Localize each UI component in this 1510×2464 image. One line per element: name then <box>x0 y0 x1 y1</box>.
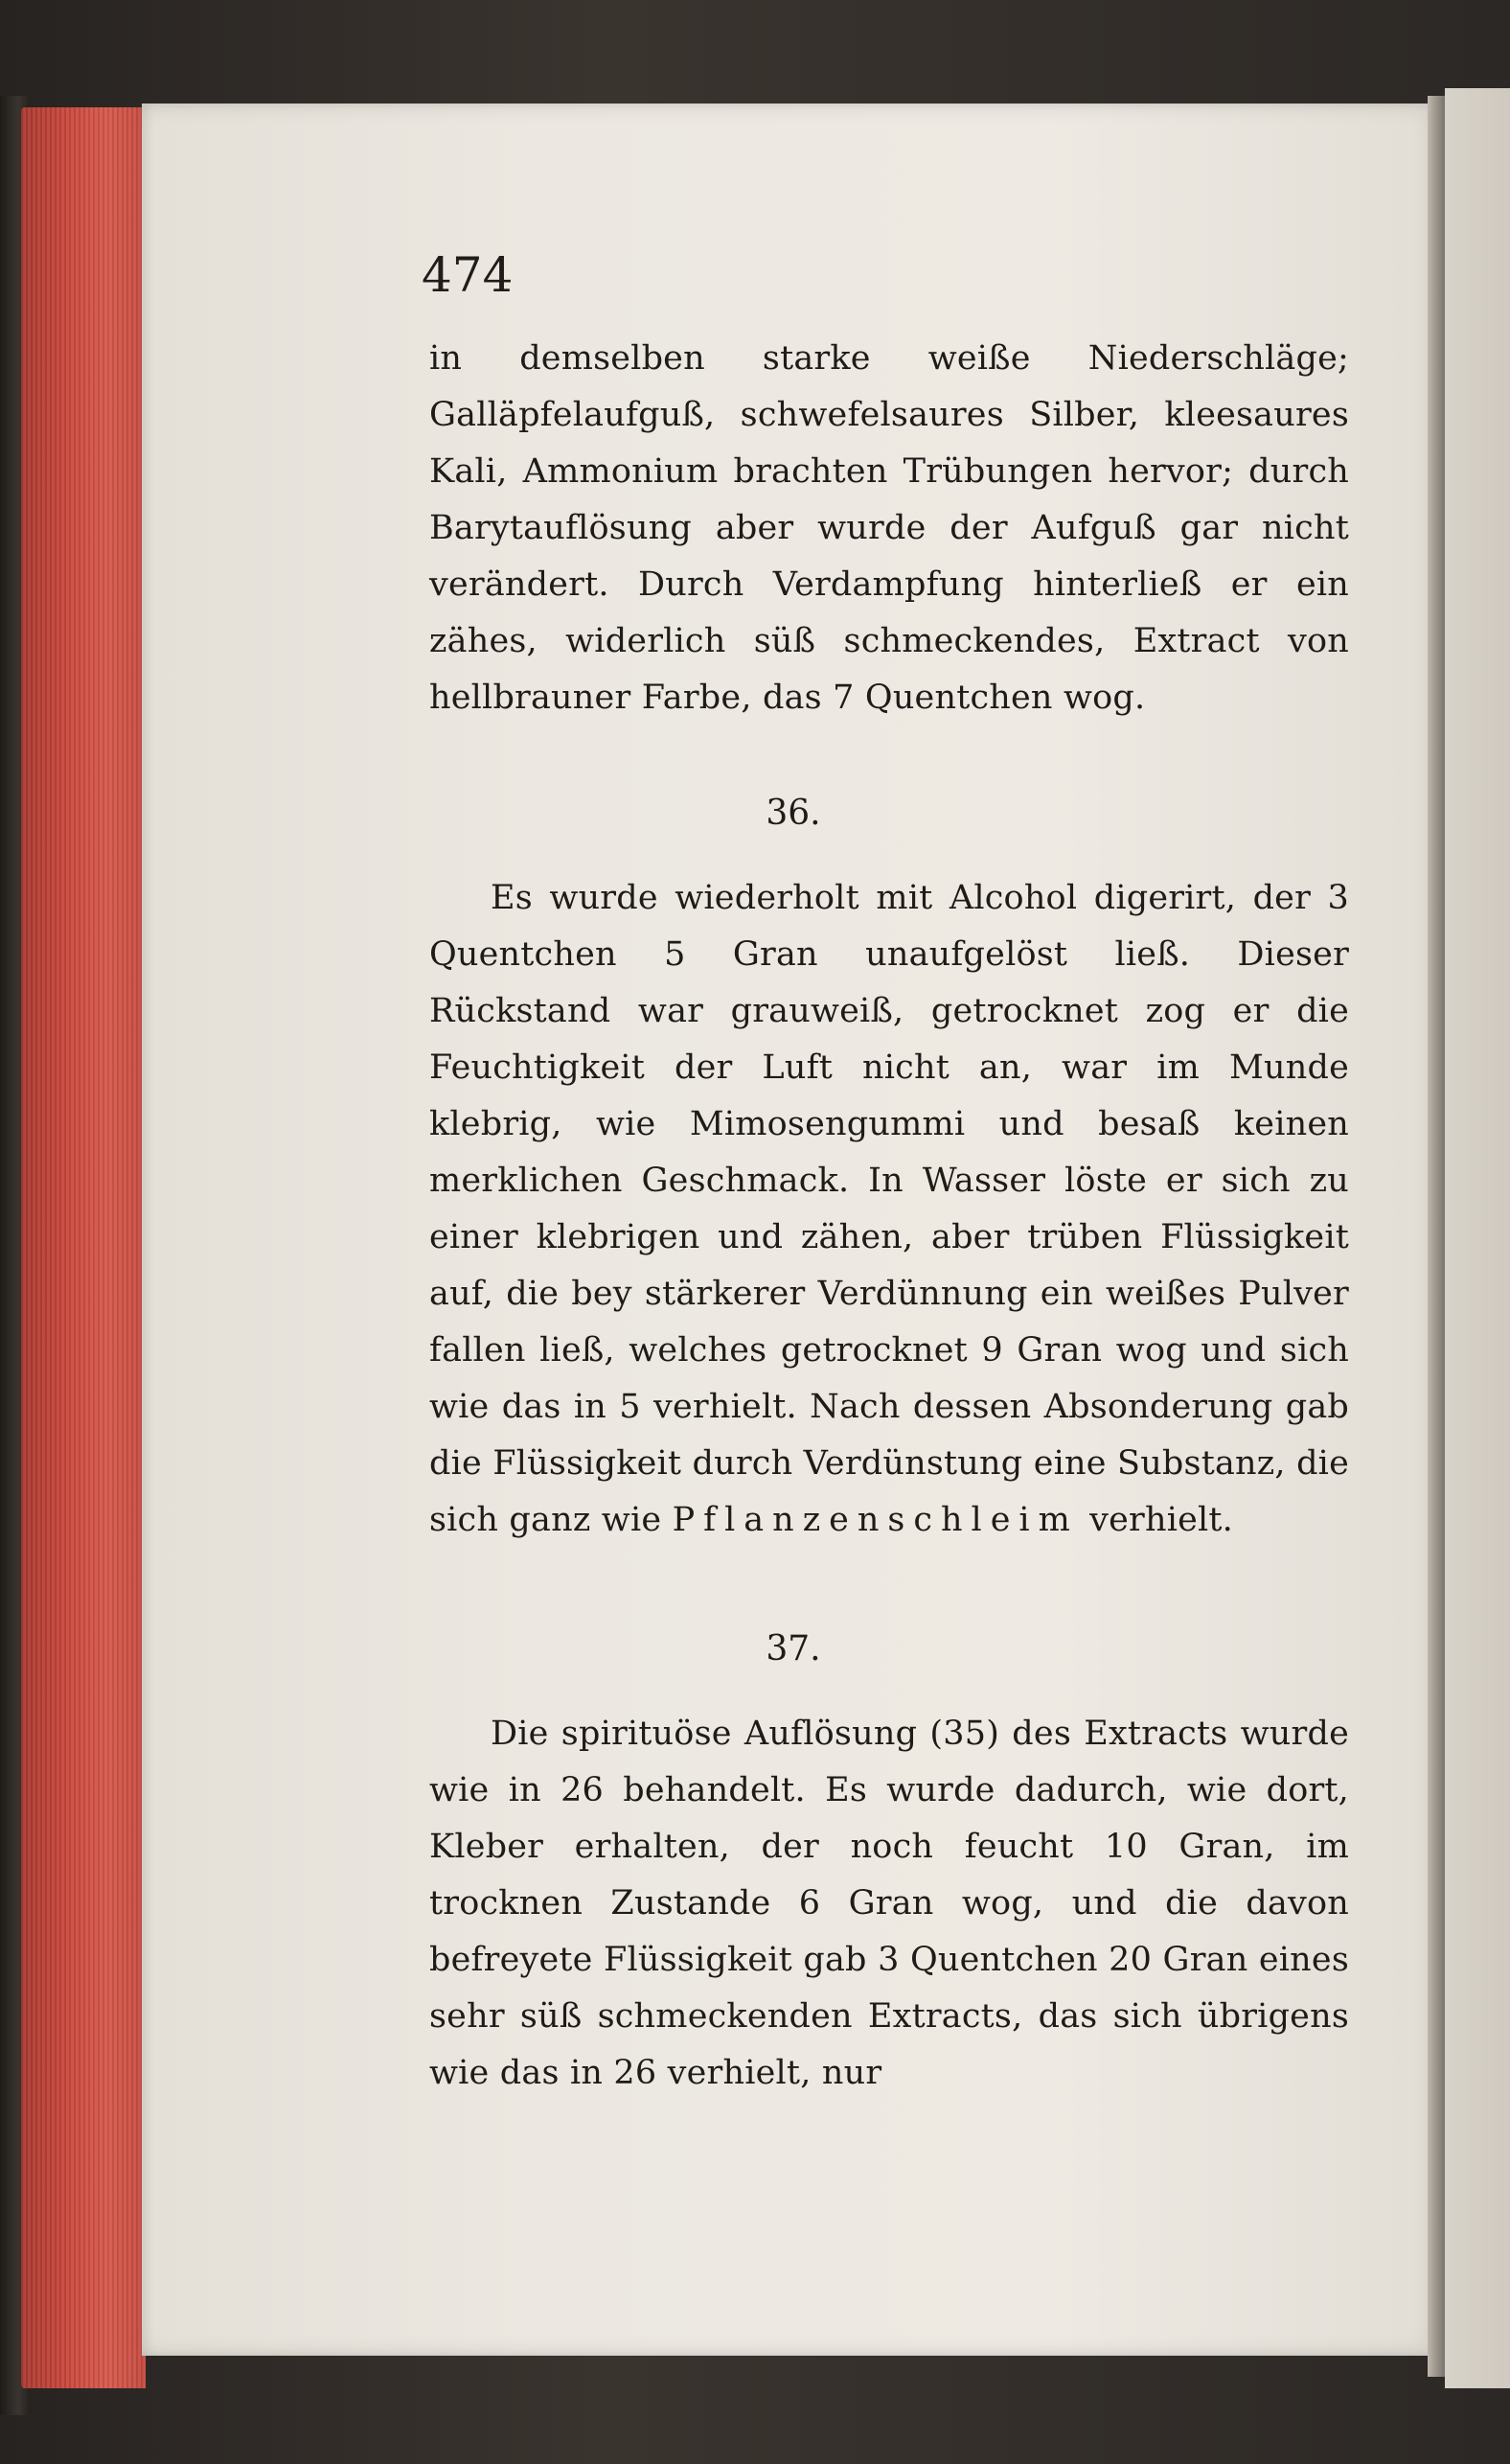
section-number-37: 37. <box>766 1629 821 1669</box>
section-36-paragraph <box>429 870 1349 1549</box>
paragraph-text-part: verhielt. <box>1089 1501 1233 1539</box>
paragraph-text-part: Es wurde wiederholt mit Alcohol digerirt, der 3 Quentchen 5 Gran unaufgelöst ließ. Dieser Rückstand war grauweiß, getrocknet zog er die Feuchtigkeit der Luft nicht an, war im Munde klebrig, wie Mimosengummi und besaß keinen merklichen Geschmack. In Wasser löste er sich zu einer klebrigen und zähen, aber trüben Flüssigkeit auf, die bey stärkerer Verdünnung ein weißes Pulver fallen ließ, welches getrocknet 9 Gran wog und sich wie das in 5 verhielt. Nach dessen Absonderung gab die Flüssigkeit durch Verdünstung eine Substanz, die sich ganz wie <box>429 879 1349 1539</box>
page-number: 474 <box>422 247 514 303</box>
paragraph-text <box>429 870 1349 1549</box>
paragraph-text: Die spirituöse Auflösung (35) des Extracts wurde wie in 26 behandelt. Es wurde dadurch, wie dort, Kleber erhalten, der noch feucht 10 Gran, im trocknen Zustande 6 Gran wog, und die davon befreyete Flüssigkeit gab 3 Quentchen 20 Gran eines sehr süß schmeckenden Extracts, das sich übrigens wie das in 26 verhielt, nur <box>429 1715 1349 2092</box>
section-number-36: 36. <box>766 794 821 833</box>
red-page-edge <box>21 107 146 2388</box>
paragraph-text: in demselben starke weiße Niederschläge; Galläpfelaufguß, schwefelsaures Silber, kleesaures Kali, Ammonium brachten Trübungen hervor; durch Barytauflösung aber wurde der Aufguß gar nicht verändert. Durch Verdampfung hinterließ er ein zähes, widerlich süß schmeckendes, Extract von hellbrauner Farbe, das 7 Quentchen wog. <box>429 339 1349 717</box>
book-gutter <box>1428 96 1445 2377</box>
spaced-emphasis: Pflanzenschleim <box>672 1501 1079 1539</box>
section-37-paragraph <box>429 1706 1349 2102</box>
paragraph-continuation <box>429 331 1349 726</box>
facing-page-edge <box>1445 88 1510 2388</box>
